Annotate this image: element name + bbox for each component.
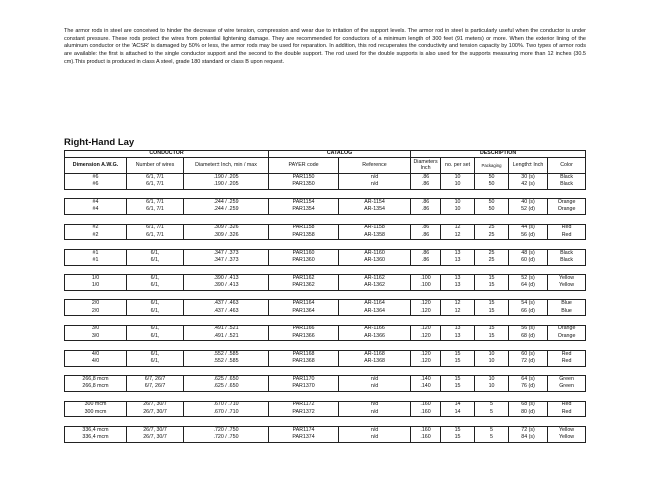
cell-reference: AR-1360 [339, 257, 411, 265]
cell-length: 64 (d) [509, 283, 548, 291]
cell-rod-diameter: .86 [411, 181, 441, 189]
cell-length: 44 (s) [509, 224, 548, 232]
cell-color: Orange [548, 333, 586, 341]
cell-dimension: #2 [65, 232, 127, 240]
cell-rod-diameter: .86 [411, 249, 441, 257]
cell-reference: AR-1162 [339, 275, 411, 283]
cell-length: 60 (d) [509, 257, 548, 265]
cell-packaging: 25 [475, 224, 509, 232]
spec-table-body [65, 174, 586, 443]
cell-per-set: 12 [441, 232, 475, 240]
cell-packaging: 50 [475, 181, 509, 189]
cell-diameter: .552 / .585 [184, 350, 269, 358]
cell-number-of-wires: 6/7, 26/7 [127, 384, 184, 392]
cell-number-of-wires: 6/1, [127, 275, 184, 283]
cell-rod-diameter: .86 [411, 232, 441, 240]
cell-diameter: .720 / .750 [184, 426, 269, 434]
cell-packaging: 25 [475, 249, 509, 257]
cell-color: Blue [548, 300, 586, 308]
table-row [65, 224, 586, 232]
cell-payer-code: PAR1354 [269, 207, 339, 215]
table-row [65, 257, 586, 265]
cell-packaging: 15 [475, 333, 509, 341]
cell-per-set: 13 [441, 283, 475, 291]
cell-per-set: 15 [441, 434, 475, 442]
cell-rod-diameter: .160 [411, 401, 441, 409]
cell-number-of-wires: 6/1, [127, 333, 184, 341]
cell-length: 66 (d) [509, 308, 548, 316]
spacer-cell [65, 290, 586, 300]
cell-diameter: .670 / .710 [184, 409, 269, 417]
cell-rod-diameter: .100 [411, 275, 441, 283]
group-spacer [65, 341, 586, 351]
cell-per-set: 12 [441, 224, 475, 232]
cell-payer-code: PAR1170 [269, 376, 339, 384]
cell-dimension: 3/0 [65, 333, 127, 341]
cell-dimension: 266,8 mcm [65, 384, 127, 392]
cell-color: Yellow [548, 275, 586, 283]
cell-color: Yellow [548, 283, 586, 291]
intro-paragraph: The armor rods in steel are conceived to hinder the decrease of wire tension, compression and wear due to irritation of the support levels. The armor rod in steel is particularly useful when the conductor is under constant pressure. These rods protect the wires from potential lightening damage. They are recommended for conductors of a minimum length of 300 feet (91 meters) or more. When the exterior lining of the aluminum conductor or the 'ACSR' is damaged by 50% or less, the armor rods may be used for reparation. In addition, this rod recuperates the conductivity and tension capacity by 100%. Two types of armor rods are available: the first is attached to the single conductor support and the second to the double support. The rod used for the double supports is also used for the supports measuring more than 12 inches (30.5 cm).This product is produced in class A steel, grade 180 standard or class B upon request. [64, 28, 586, 65]
cell-diameter: .309 / .326 [184, 224, 269, 232]
description-group-header: DESCRIPTION [411, 151, 586, 158]
cell-reference: AR-1164 [339, 300, 411, 308]
col-diameter: Diameter± Inch, min / max [184, 158, 269, 174]
group-spacer [65, 366, 586, 376]
cell-per-set: 12 [441, 308, 475, 316]
cell-dimension: #6 [65, 174, 127, 182]
cell-packaging: 5 [475, 434, 509, 442]
cell-per-set: 10 [441, 207, 475, 215]
cell-color: Black [548, 249, 586, 257]
cell-number-of-wires: 6/7, 26/7 [127, 376, 184, 384]
spacer-cell [65, 341, 586, 351]
cell-number-of-wires: 6/1, [127, 358, 184, 366]
armor-rod-spec-table [64, 150, 586, 443]
table-row [65, 325, 586, 333]
cell-packaging: 15 [475, 283, 509, 291]
cell-color: Orange [548, 199, 586, 207]
cell-color: Green [548, 384, 586, 392]
cell-diameter: .552 / .585 [184, 358, 269, 366]
cell-rod-diameter: .120 [411, 300, 441, 308]
cell-length: 42 (s) [509, 181, 548, 189]
table-row [65, 409, 586, 417]
cell-reference: n/d [339, 376, 411, 384]
cell-length: 84 (s) [509, 434, 548, 442]
cell-packaging: 5 [475, 401, 509, 409]
cell-payer-code: PAR1160 [269, 249, 339, 257]
cell-number-of-wires: 6/1, [127, 283, 184, 291]
cell-reference: AR-1364 [339, 308, 411, 316]
conductor-group-header: CONDUCTOR [65, 151, 269, 158]
cell-length: 40 (s) [509, 199, 548, 207]
cell-number-of-wires: 26/7, 30/7 [127, 409, 184, 417]
cell-payer-code: PAR1372 [269, 409, 339, 417]
cell-diameter: .491 / .521 [184, 333, 269, 341]
cell-color: Red [548, 358, 586, 366]
cell-dimension: 300 mcm [65, 409, 127, 417]
cell-per-set: 13 [441, 275, 475, 283]
cell-length: 48 (s) [509, 249, 548, 257]
cell-number-of-wires: 6/1, [127, 308, 184, 316]
cell-reference: AR-1154 [339, 199, 411, 207]
cell-packaging: 50 [475, 174, 509, 182]
cell-packaging: 50 [475, 207, 509, 215]
cell-reference: AR-1168 [339, 350, 411, 358]
cell-diameter: .244 / .259 [184, 199, 269, 207]
col-payer-code: PAYER code [269, 158, 339, 174]
cell-length: 72 (d) [509, 358, 548, 366]
cell-diameter: .670 / .710 [184, 401, 269, 409]
cell-dimension: 2/0 [65, 308, 127, 316]
cell-diameter: .309 / .326 [184, 232, 269, 240]
cell-per-set: 15 [441, 426, 475, 434]
cell-dimension: 2/0 [65, 300, 127, 308]
cell-dimension: #2 [65, 224, 127, 232]
cell-payer-code: PAR1172 [269, 401, 339, 409]
cell-color: Yellow [548, 434, 586, 442]
table-row [65, 300, 586, 308]
cell-rod-diameter: .160 [411, 426, 441, 434]
cell-color: Green [548, 376, 586, 384]
cell-color: Black [548, 181, 586, 189]
cell-dimension: 4/0 [65, 350, 127, 358]
cell-number-of-wires: 6/1, [127, 300, 184, 308]
cell-per-set: 13 [441, 257, 475, 265]
cell-payer-code: PAR1368 [269, 358, 339, 366]
cell-payer-code: PAR1370 [269, 384, 339, 392]
cell-number-of-wires: 26/7, 30/7 [127, 434, 184, 442]
cell-diameter: .437 / .463 [184, 308, 269, 316]
cell-number-of-wires: 6/1, 7/1 [127, 174, 184, 182]
cell-reference: n/d [339, 426, 411, 434]
cell-rod-diameter: .86 [411, 207, 441, 215]
cell-rod-diameter: .120 [411, 308, 441, 316]
col-per-set: no. per set [441, 158, 475, 174]
cell-packaging: 5 [475, 426, 509, 434]
cell-rod-diameter: .86 [411, 199, 441, 207]
cell-diameter: .190 / .205 [184, 174, 269, 182]
cell-dimension: #6 [65, 181, 127, 189]
cell-rod-diameter: .160 [411, 409, 441, 417]
table-row [65, 207, 586, 215]
cell-payer-code: PAR1358 [269, 232, 339, 240]
cell-payer-code: PAR1350 [269, 181, 339, 189]
table-row [65, 434, 586, 442]
cell-rod-diameter: .140 [411, 384, 441, 392]
cell-dimension: 336,4 mcm [65, 434, 127, 442]
table-row [65, 308, 586, 316]
cell-reference: n/d [339, 401, 411, 409]
cell-dimension: 1/0 [65, 275, 127, 283]
cell-length: 52 (d) [509, 207, 548, 215]
cell-packaging: 25 [475, 257, 509, 265]
cell-color: Black [548, 257, 586, 265]
cell-reference: n/d [339, 174, 411, 182]
cell-color: Orange [548, 207, 586, 215]
spacer-cell [65, 265, 586, 275]
cell-length: 56 (d) [509, 232, 548, 240]
col-reference: Reference [339, 158, 411, 174]
cell-rod-diameter: .160 [411, 434, 441, 442]
cell-rod-diameter: .120 [411, 325, 441, 333]
cell-length: 56 (s) [509, 325, 548, 333]
cell-payer-code: PAR1174 [269, 426, 339, 434]
cell-rod-diameter: .140 [411, 376, 441, 384]
cell-per-set: 10 [441, 199, 475, 207]
table-row [65, 275, 586, 283]
group-spacer [65, 417, 586, 427]
cell-number-of-wires: 6/1, 7/1 [127, 181, 184, 189]
cell-diameter: .720 / .750 [184, 434, 269, 442]
table-row [65, 174, 586, 182]
cell-packaging: 15 [475, 308, 509, 316]
cell-rod-diameter: .86 [411, 257, 441, 265]
cell-payer-code: PAR1374 [269, 434, 339, 442]
cell-per-set: 14 [441, 409, 475, 417]
cell-length: 30 (s) [509, 174, 548, 182]
cell-diameter: .625 / .650 [184, 384, 269, 392]
cell-packaging: 10 [475, 376, 509, 384]
cell-number-of-wires: 6/1, 7/1 [127, 232, 184, 240]
col-number-of-wires: Number of wires [127, 158, 184, 174]
cell-rod-diameter: .120 [411, 350, 441, 358]
cell-dimension: 300 mcm [65, 401, 127, 409]
cell-color: Black [548, 174, 586, 182]
group-spacer [65, 240, 586, 250]
spacer-cell [65, 366, 586, 376]
cell-packaging: 15 [475, 275, 509, 283]
cell-per-set: 13 [441, 325, 475, 333]
table-row [65, 358, 586, 366]
cell-per-set: 13 [441, 333, 475, 341]
cell-length: 68 (d) [509, 333, 548, 341]
cell-reference: n/d [339, 181, 411, 189]
cell-per-set: 13 [441, 249, 475, 257]
cell-reference: n/d [339, 434, 411, 442]
group-spacer [65, 392, 586, 402]
cell-payer-code: PAR1150 [269, 174, 339, 182]
group-spacer [65, 316, 586, 326]
cell-length: 76 (d) [509, 384, 548, 392]
cell-color: Orange [548, 325, 586, 333]
cell-payer-code: PAR1166 [269, 325, 339, 333]
cell-length: 68 (s) [509, 401, 548, 409]
cell-diameter: .437 / .463 [184, 300, 269, 308]
cell-payer-code: PAR1154 [269, 199, 339, 207]
cell-rod-diameter: .100 [411, 283, 441, 291]
spacer-cell [65, 316, 586, 326]
cell-dimension: 3/0 [65, 325, 127, 333]
cell-number-of-wires: 26/7, 30/7 [127, 401, 184, 409]
cell-color: Red [548, 350, 586, 358]
table-row [65, 283, 586, 291]
cell-reference: AR-1366 [339, 333, 411, 341]
cell-color: Blue [548, 308, 586, 316]
cell-reference: AR-1358 [339, 232, 411, 240]
cell-reference: n/d [339, 409, 411, 417]
group-spacer [65, 290, 586, 300]
cell-payer-code: PAR1366 [269, 333, 339, 341]
cell-payer-code: PAR1168 [269, 350, 339, 358]
cell-dimension: #4 [65, 199, 127, 207]
cell-payer-code: PAR1158 [269, 224, 339, 232]
cell-diameter: .244 / .259 [184, 207, 269, 215]
table-row [65, 232, 586, 240]
group-spacer [65, 265, 586, 275]
table-row [65, 249, 586, 257]
cell-payer-code: PAR1162 [269, 275, 339, 283]
table-row [65, 384, 586, 392]
cell-packaging: 10 [475, 384, 509, 392]
cell-length: 52 (s) [509, 275, 548, 283]
cell-color: Red [548, 409, 586, 417]
table-row [65, 199, 586, 207]
cell-packaging: 5 [475, 409, 509, 417]
cell-diameter: .347 / .373 [184, 249, 269, 257]
group-spacer [65, 215, 586, 225]
cell-dimension: 1/0 [65, 283, 127, 291]
cell-dimension: #1 [65, 249, 127, 257]
cell-reference: AR-1160 [339, 249, 411, 257]
cell-color: Red [548, 401, 586, 409]
cell-reference: AR-1158 [339, 224, 411, 232]
col-packaging: Packaging [475, 158, 509, 174]
cell-per-set: 12 [441, 300, 475, 308]
cell-reference: AR-1368 [339, 358, 411, 366]
cell-packaging: 15 [475, 325, 509, 333]
cell-per-set: 14 [441, 401, 475, 409]
cell-per-set: 15 [441, 358, 475, 366]
cell-reference: AR-1166 [339, 325, 411, 333]
cell-number-of-wires: 6/1, [127, 325, 184, 333]
cell-payer-code: PAR1360 [269, 257, 339, 265]
cell-number-of-wires: 6/1, 7/1 [127, 199, 184, 207]
cell-per-set: 15 [441, 350, 475, 358]
cell-color: Red [548, 224, 586, 232]
cell-diameter: .190 / .205 [184, 181, 269, 189]
cell-payer-code: PAR1164 [269, 300, 339, 308]
cell-reference: n/d [339, 384, 411, 392]
col-dimension: Dimension A.W.G. [65, 158, 127, 174]
spacer-cell [65, 392, 586, 402]
cell-reference: AR-1354 [339, 207, 411, 215]
cell-packaging: 50 [475, 199, 509, 207]
spacer-cell [65, 240, 586, 250]
table-row [65, 401, 586, 409]
cell-length: 64 (s) [509, 376, 548, 384]
spacer-cell [65, 417, 586, 427]
cell-dimension: 4/0 [65, 358, 127, 366]
section-title: Right-Hand Lay [64, 137, 135, 148]
spacer-cell [65, 215, 586, 225]
cell-rod-diameter: .120 [411, 333, 441, 341]
cell-color: Red [548, 232, 586, 240]
cell-dimension: 266,8 mcm [65, 376, 127, 384]
cell-length: 72 (s) [509, 426, 548, 434]
cell-rod-diameter: .86 [411, 224, 441, 232]
cell-packaging: 15 [475, 300, 509, 308]
cell-color: Yellow [548, 426, 586, 434]
cell-number-of-wires: 26/7, 30/7 [127, 426, 184, 434]
cell-length: 60 (s) [509, 350, 548, 358]
cell-number-of-wires: 6/1, [127, 249, 184, 257]
col-length: Length± Inch [509, 158, 548, 174]
cell-length: 80 (d) [509, 409, 548, 417]
cell-number-of-wires: 6/1, [127, 257, 184, 265]
col-rod-diameter: Diameters Inch [411, 158, 441, 174]
cell-number-of-wires: 6/1, [127, 350, 184, 358]
cell-per-set: 15 [441, 376, 475, 384]
cell-dimension: #1 [65, 257, 127, 265]
cell-reference: AR-1362 [339, 283, 411, 291]
cell-diameter: .347 / .373 [184, 257, 269, 265]
cell-diameter: .491 / .521 [184, 325, 269, 333]
cell-packaging: 25 [475, 232, 509, 240]
cell-packaging: 10 [475, 350, 509, 358]
cell-rod-diameter: .120 [411, 358, 441, 366]
table-row [65, 376, 586, 384]
cell-per-set: 10 [441, 181, 475, 189]
cell-length: 54 (s) [509, 300, 548, 308]
cell-payer-code: PAR1362 [269, 283, 339, 291]
group-spacer [65, 189, 586, 199]
table-row [65, 350, 586, 358]
cell-rod-diameter: .86 [411, 174, 441, 182]
table-row [65, 181, 586, 189]
cell-dimension: #4 [65, 207, 127, 215]
cell-payer-code: PAR1364 [269, 308, 339, 316]
cell-diameter: .625 / .650 [184, 376, 269, 384]
col-color: Color [548, 158, 586, 174]
cell-per-set: 10 [441, 174, 475, 182]
cell-number-of-wires: 6/1, 7/1 [127, 224, 184, 232]
cell-per-set: 15 [441, 384, 475, 392]
table-row [65, 333, 586, 341]
cell-dimension: 336,4 mcm [65, 426, 127, 434]
cell-diameter: .390 / .413 [184, 283, 269, 291]
cell-packaging: 10 [475, 358, 509, 366]
catalog-group-header: CATALOG [269, 151, 411, 158]
cell-diameter: .390 / .413 [184, 275, 269, 283]
spacer-cell [65, 189, 586, 199]
cell-number-of-wires: 6/1, 7/1 [127, 207, 184, 215]
